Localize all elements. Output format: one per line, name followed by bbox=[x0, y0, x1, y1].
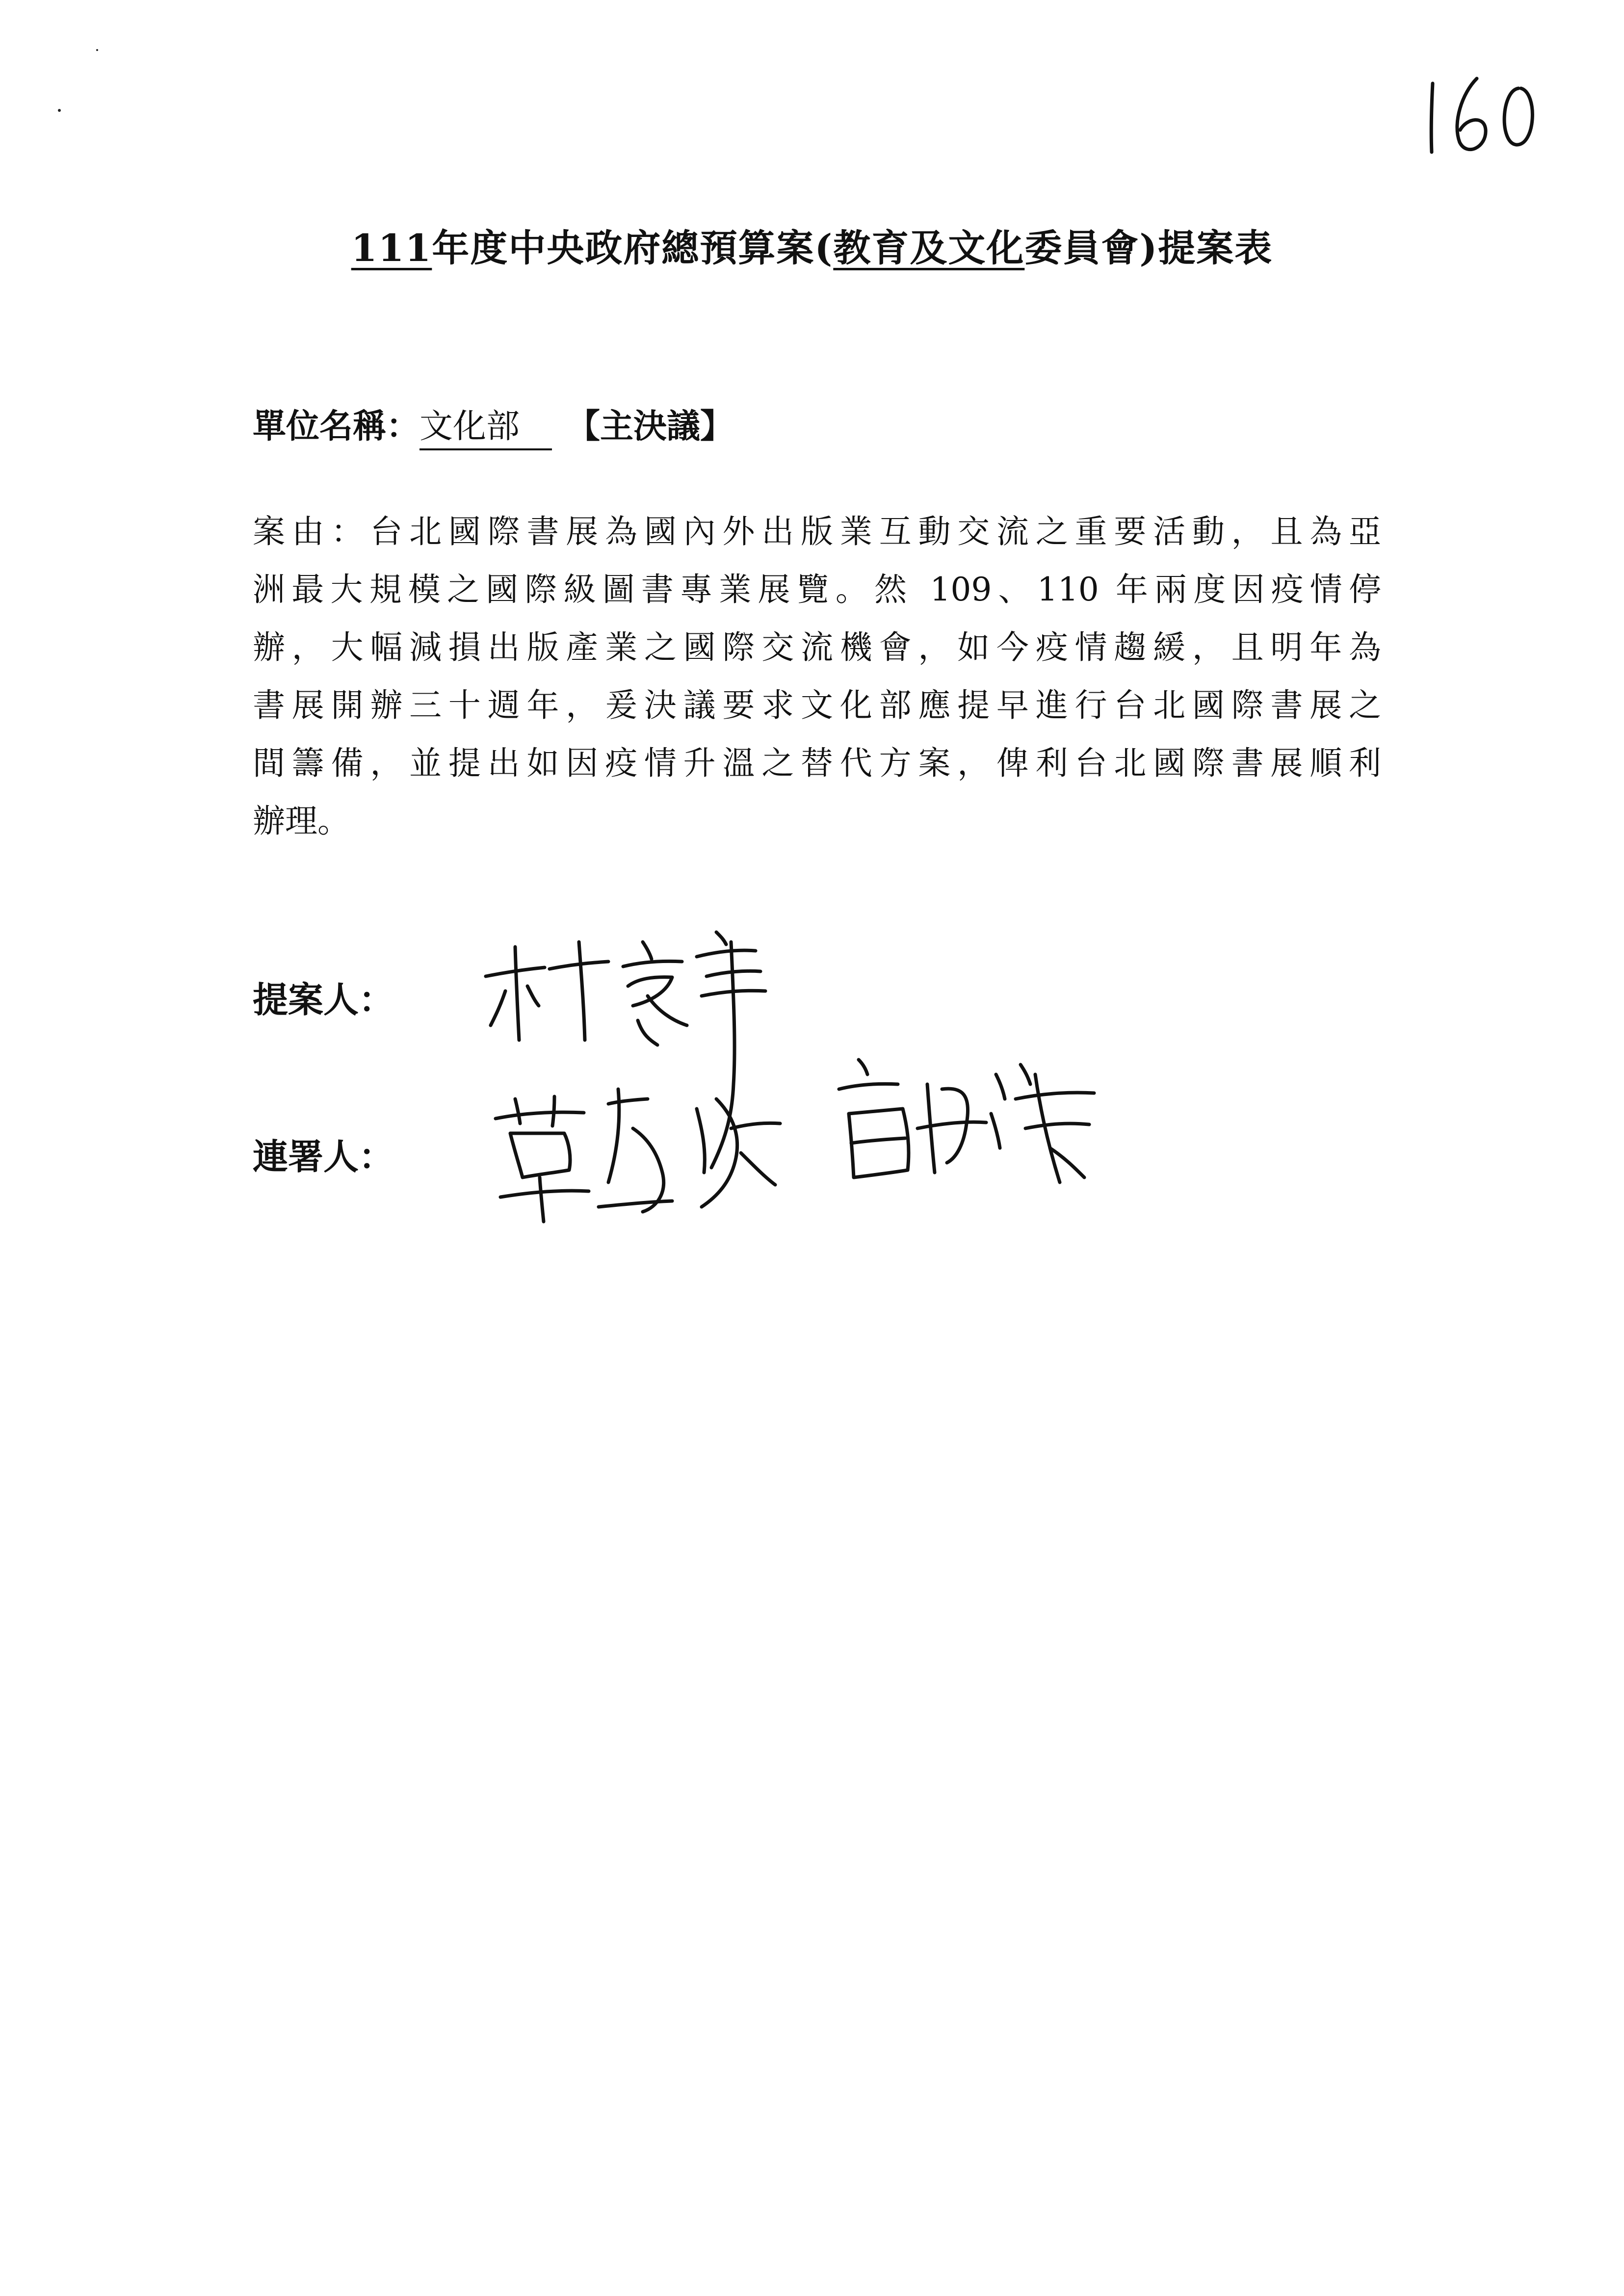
body-line: 案由：台北國際書展為國內外出版業互動交流之重要活動，且為亞 bbox=[253, 513, 1381, 550]
cosigner-signature-1 bbox=[486, 1070, 800, 1231]
cosigner-label: 連署人： bbox=[253, 1136, 394, 1177]
document-title bbox=[0, 218, 1624, 272]
title-committee: 教育及文化 bbox=[833, 226, 1025, 270]
unit-label: 單位名稱： bbox=[253, 407, 420, 446]
resolution-type: 【主決議】 bbox=[567, 407, 734, 446]
handwritten-page-number bbox=[1418, 74, 1545, 157]
case-description bbox=[253, 503, 1381, 850]
body-line: 洲最大規模之國際級圖書專業展覽。然 109、110 年兩度因疫情停 bbox=[253, 571, 1381, 608]
body-line: 間籌備，並提出如因疫情升溫之替代方案，俾利台北國際書展順利 bbox=[253, 744, 1381, 782]
body-line: 辦理。 bbox=[253, 802, 350, 840]
proposer-label: 提案人： bbox=[253, 979, 394, 1020]
title-text-1: 年度中央政府總預算案( bbox=[432, 226, 834, 270]
unit-row bbox=[253, 400, 733, 450]
title-year: 111 bbox=[351, 226, 432, 270]
title-text-2: 委員會)提案表 bbox=[1024, 226, 1273, 270]
scan-speck bbox=[58, 109, 61, 112]
scan-speck bbox=[96, 49, 98, 51]
unit-value: 文化部 bbox=[419, 400, 552, 450]
body-line: 辦，大幅減損出版產業之國際交流機會，如今疫情趨緩，且明年為 bbox=[253, 628, 1381, 666]
cosigner-signature-2 bbox=[829, 1045, 1104, 1207]
body-line: 書展開辦三十週年，爰決議要求文化部應提早進行台北國際書展之 bbox=[253, 686, 1381, 724]
